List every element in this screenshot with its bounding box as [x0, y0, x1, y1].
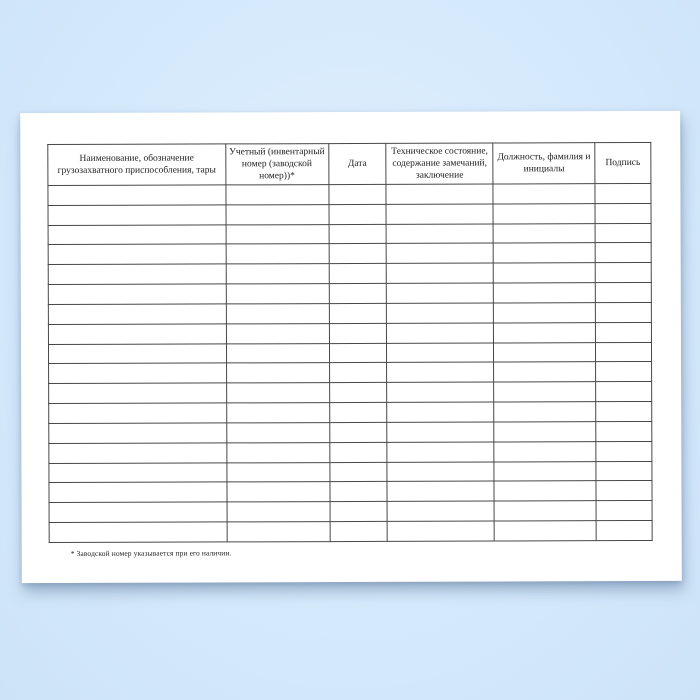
table-cell	[387, 501, 494, 521]
table-cell	[226, 403, 329, 423]
table-cell	[328, 184, 386, 204]
table-cell	[493, 203, 595, 223]
table-cell	[596, 362, 652, 382]
table-cell	[386, 204, 493, 224]
col-header-position-name: Должность, фамилия и инициалы	[493, 143, 595, 184]
table-cell	[595, 263, 651, 283]
table-cell	[387, 481, 494, 501]
table-cell	[494, 461, 596, 481]
table-cell	[387, 362, 494, 382]
document-sheet	[20, 111, 682, 583]
table-cell	[227, 482, 330, 502]
table-cell	[595, 283, 651, 303]
table-cell	[387, 303, 494, 323]
table-cell	[226, 423, 329, 443]
table-cell	[48, 205, 226, 225]
table-cell	[387, 283, 494, 303]
table-row	[49, 441, 652, 463]
inspection-log-table	[47, 142, 652, 543]
table-cell	[226, 264, 329, 284]
table-row	[48, 223, 651, 245]
table-cell	[329, 244, 387, 264]
table-cell	[48, 324, 226, 344]
table-cell	[596, 441, 652, 461]
table-cell	[494, 342, 596, 362]
table-cell	[226, 244, 329, 264]
table-cell	[596, 421, 652, 441]
table-cell	[596, 501, 652, 521]
col-header-inventory-number: Учетный (инвентарный номер (заводской номер))*	[225, 144, 328, 185]
table-cell	[596, 402, 652, 422]
table-row	[48, 183, 651, 205]
table-cell	[596, 521, 652, 541]
table-cell	[226, 185, 329, 205]
table-cell	[387, 402, 494, 422]
table-cell	[226, 383, 329, 403]
table-cell	[494, 501, 596, 521]
table-cell	[494, 422, 596, 442]
table-cell	[596, 481, 652, 501]
table-cell	[330, 502, 388, 522]
table-cell	[387, 343, 494, 363]
table-cell	[329, 482, 387, 502]
table-cell	[595, 223, 651, 243]
table-cell	[48, 244, 226, 264]
table-cell	[596, 382, 652, 402]
table-cell	[493, 223, 595, 243]
table-cell	[226, 224, 329, 244]
table-cell	[226, 323, 329, 343]
table-cell	[49, 383, 227, 403]
table-cell	[494, 303, 596, 323]
table-cell	[49, 403, 227, 423]
table-cell	[494, 402, 596, 422]
table-row	[49, 521, 652, 543]
table-cell	[494, 362, 596, 382]
table-cell	[330, 521, 388, 541]
table-cell	[493, 184, 595, 204]
table-cell	[329, 224, 387, 244]
table-cell	[386, 184, 493, 204]
table-cell	[493, 263, 595, 283]
table-row	[48, 263, 651, 285]
table-cell	[387, 442, 494, 462]
table-cell	[329, 383, 387, 403]
table-cell	[596, 342, 652, 362]
table-cell	[49, 423, 227, 443]
table-cell	[493, 243, 595, 263]
table-cell	[596, 461, 652, 481]
table-cell	[387, 462, 494, 482]
col-header-signature: Подпись	[595, 142, 651, 183]
table-cell	[49, 482, 227, 502]
table-cell	[226, 204, 329, 224]
table-cell	[595, 203, 651, 223]
table-row	[49, 402, 652, 424]
table-cell	[48, 304, 226, 324]
table-cell	[329, 303, 387, 323]
table-cell	[595, 243, 651, 263]
table-cell	[329, 402, 387, 422]
table-cell	[595, 322, 651, 342]
table-row	[48, 322, 651, 344]
table-row	[48, 283, 651, 305]
table-cell	[329, 442, 387, 462]
table-cell	[387, 323, 494, 343]
table-cell	[329, 284, 387, 304]
table-cell	[226, 304, 329, 324]
table-cell	[227, 442, 330, 462]
table-cell	[494, 382, 596, 402]
footnote: * Заводской номер указывается при его наличии.	[70, 548, 232, 558]
table-cell	[226, 284, 329, 304]
table-cell	[494, 521, 596, 541]
table-cell	[48, 344, 226, 364]
col-header-device-name: Наименование, обозначение грузозахватного приспособления, тары	[48, 144, 226, 186]
table-cell	[387, 382, 494, 402]
table-cell	[494, 481, 596, 501]
table-cell	[227, 502, 330, 522]
table-cell	[48, 284, 226, 304]
table-cell	[48, 185, 226, 205]
table-row	[49, 461, 652, 483]
table-row	[48, 203, 651, 225]
table-cell	[329, 422, 387, 442]
table-cell	[329, 264, 387, 284]
table-cell	[493, 283, 595, 303]
table-cell	[387, 521, 494, 541]
table-row	[48, 243, 651, 265]
table-row	[49, 501, 652, 523]
table-cell	[329, 323, 387, 343]
table-cell	[49, 443, 227, 463]
table-row	[48, 302, 651, 324]
table-cell	[227, 462, 330, 482]
table-cell	[329, 462, 387, 482]
table-cell	[494, 322, 596, 342]
table-cell	[49, 363, 227, 383]
table-cell	[226, 363, 329, 383]
table-cell	[329, 343, 387, 363]
table-cell	[595, 183, 651, 203]
table-row	[48, 342, 651, 364]
table-cell	[387, 243, 494, 263]
table-row	[49, 421, 652, 443]
table-header-row	[48, 142, 651, 185]
table-body	[48, 183, 652, 542]
col-header-date: Дата	[328, 143, 386, 184]
table-cell	[494, 441, 596, 461]
table-cell	[227, 522, 330, 542]
table-cell	[329, 363, 387, 383]
table-cell	[387, 422, 494, 442]
table-cell	[595, 302, 651, 322]
table-cell	[48, 225, 226, 245]
table-cell	[386, 224, 493, 244]
table-row	[49, 362, 652, 384]
col-header-technical-condition: Техническое состояние, содержание замечаний, заключение	[386, 143, 493, 184]
table-cell	[48, 264, 226, 284]
table-cell	[387, 263, 494, 283]
table-cell	[226, 343, 329, 363]
table-row	[49, 382, 652, 404]
table-row	[49, 481, 652, 503]
table-cell	[329, 204, 387, 224]
table-cell	[49, 522, 227, 542]
table-cell	[49, 502, 227, 522]
table-cell	[49, 463, 227, 483]
